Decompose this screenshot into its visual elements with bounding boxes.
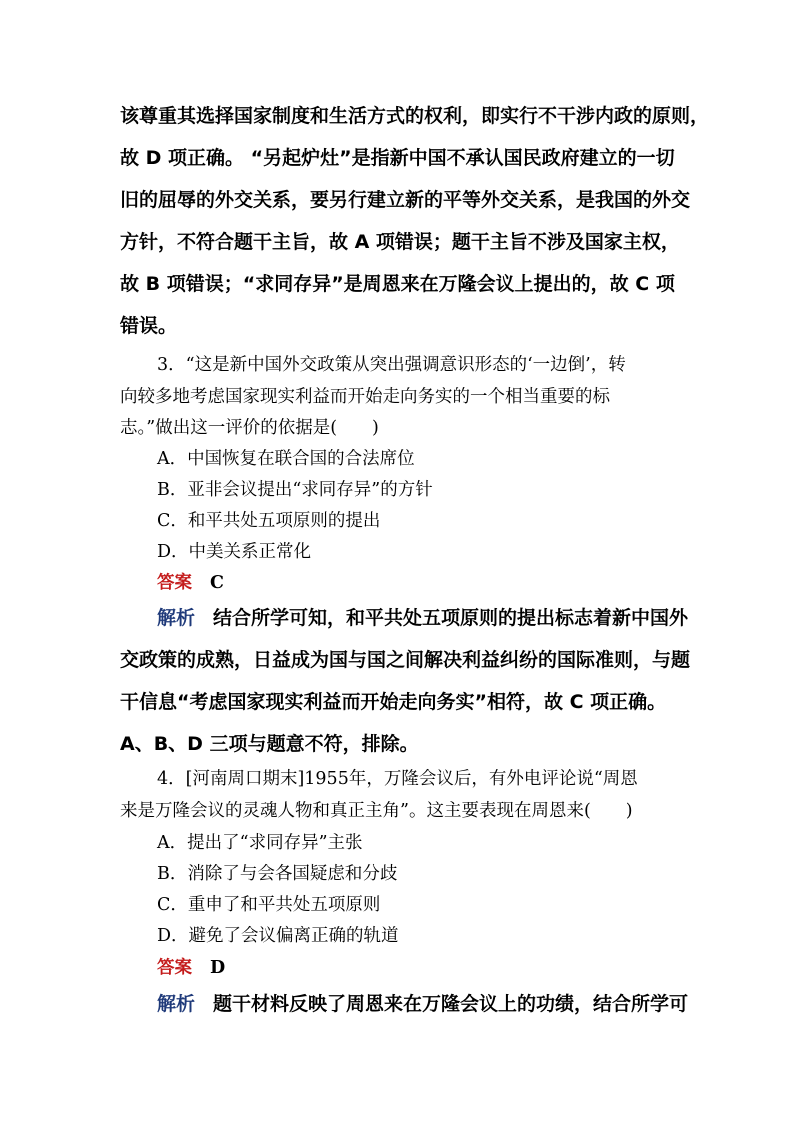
analysis-line: 旧的屈辱的外交关系，要另行建立新的平等外交关系，是我国的外交 — [120, 189, 691, 211]
analysis-line: 故 B 项错误；“求同存异”是周恩来在万隆会议上提出的，故 C 项 — [120, 273, 675, 295]
question-3-answer — [157, 569, 224, 594]
answer-label: 答案 — [157, 573, 192, 593]
question-4-option-c: C．重申了和平共处五项原则 — [157, 895, 381, 915]
analysis-label: 解析 — [157, 993, 196, 1015]
analysis-label: 解析 — [157, 607, 196, 629]
question-4-analysis — [157, 989, 688, 1016]
question-3-stem: 3．“这是新中国外交政策从突出强调意识形态的‘一边倒’，转 — [157, 355, 626, 375]
question-3-option-a: A．中国恢复在联合国的合法席位 — [157, 449, 415, 469]
question-3-stem: 向较多地考虑国家现实利益而开始走向务实的一个相当重要的标 — [120, 387, 610, 407]
analysis-line: 交政策的成熟，日益成为国与国之间解决利益纠纷的国际准则，与题 — [120, 649, 691, 671]
analysis-line: 结合所学可知，和平共处五项原则的提出标志着新中国外 — [213, 607, 689, 629]
answer-label: 答案 — [157, 958, 192, 978]
question-3-option-b: B．亚非会议提出“求同存异”的方针 — [157, 480, 433, 500]
question-4-option-a: A．提出了“求同存异”主张 — [157, 833, 363, 853]
analysis-line: 干信息“考虑国家现实利益而开始走向务实”相符，故 C 项正确。 — [120, 691, 667, 713]
analysis-line: 方针，不符合题干主旨，故 A 项错误；题干主旨不涉及国家主权， — [120, 231, 680, 253]
analysis-line: 题干材料反映了周恩来在万隆会议上的功绩，结合所学可 — [213, 993, 689, 1015]
answer-value: C — [210, 573, 224, 593]
question-3-stem: 志。”做出这一评价的依据是( ) — [120, 418, 379, 438]
question-3-analysis — [157, 603, 688, 630]
question-4-answer — [157, 954, 225, 979]
question-4-stem: 来是万隆会议的灵魂人物和真正主角”。这主要表现在周恩来( ) — [120, 801, 633, 821]
answer-value: D — [210, 958, 226, 978]
question-4-stem: 4．[河南周口期末]1955年，万隆会议后，有外电评论说“周恩 — [157, 769, 638, 789]
analysis-line: 该尊重其选择国家制度和生活方式的权利，即实行不干涉内政的原则， — [120, 105, 710, 127]
question-3-option-c: C．和平共处五项原则的提出 — [157, 511, 381, 531]
analysis-line: 错误。 — [120, 315, 178, 337]
analysis-line: A、B、D 三项与题意不符，排除。 — [120, 733, 419, 755]
question-3-option-d: D．中美关系正常化 — [157, 542, 312, 562]
question-4-option-b: B．消除了与会各国疑虑和分歧 — [157, 864, 398, 884]
analysis-line: 故 D 项正确。 “另起炉灶”是指新中国不承认国民政府建立的一切 — [120, 147, 675, 169]
question-4-option-d: D．避免了会议偏离正确的轨道 — [157, 926, 399, 946]
